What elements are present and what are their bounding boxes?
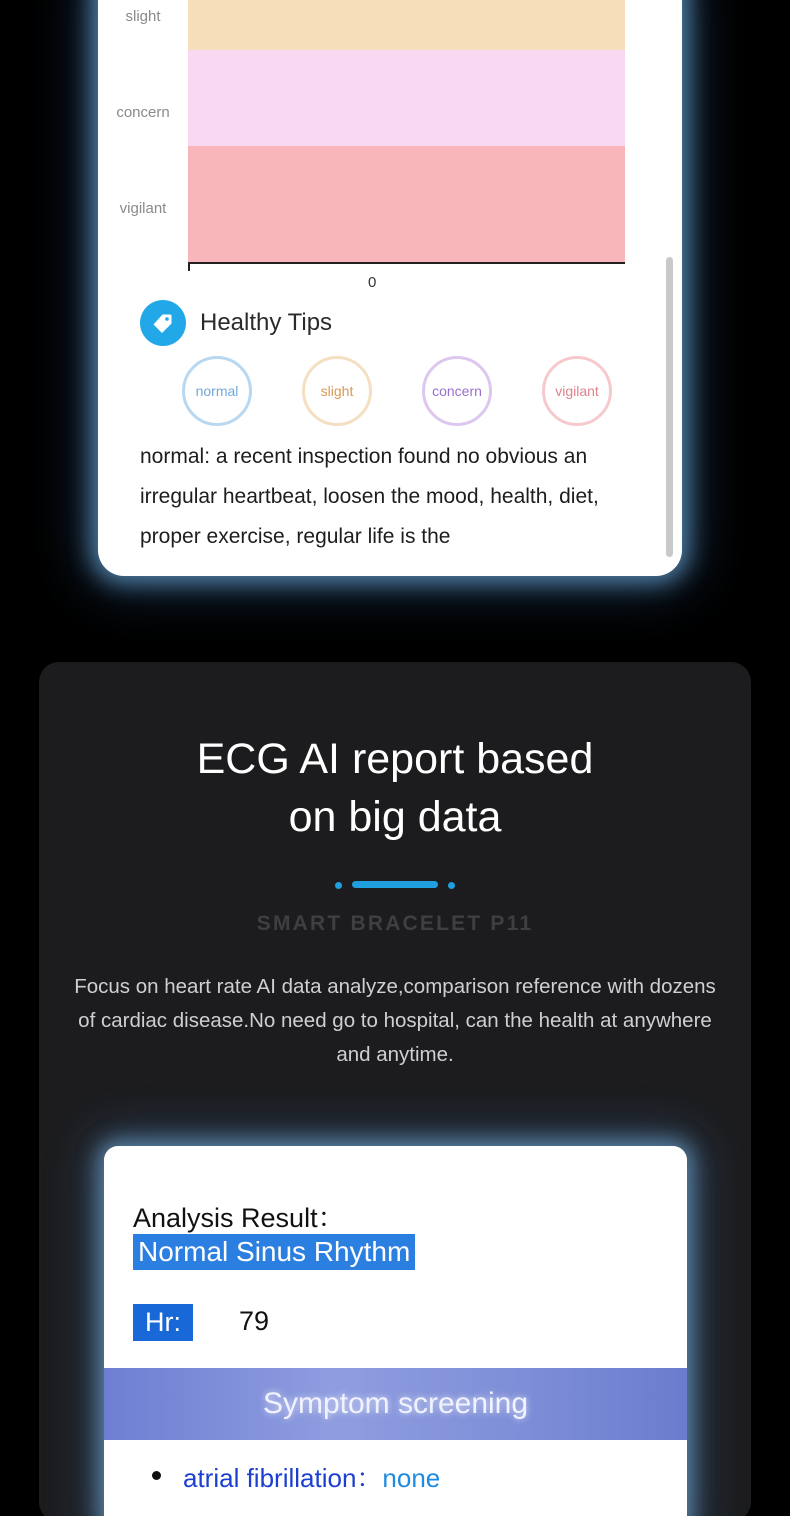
headline-line-1: ECG AI report based: [196, 735, 594, 783]
product-subhead: SMART BRACELET P11: [256, 912, 534, 935]
analysis-result-label: Analysis Result：: [133, 1203, 345, 1233]
hr-value: 79: [239, 1306, 270, 1336]
tag-icon: [140, 300, 186, 346]
healthy-tips-text: normal: a recent inspection found no obvious an irregular heartbeat, loosen the mood, health, diet, proper exercise, regular life is the: [140, 445, 599, 548]
y-label-slight: slight: [125, 8, 161, 25]
y-label-vigilant: vigilant: [119, 200, 167, 217]
divider-dot-right: [448, 882, 455, 889]
symptom-screening-header: [104, 1368, 687, 1440]
status-circle-row: [182, 356, 612, 426]
status-circle-vigilant[interactable]: vigilant: [542, 356, 612, 426]
analysis-result-card: [104, 1146, 687, 1516]
hr-label: Hr:: [133, 1304, 193, 1341]
band-slight: [188, 0, 625, 50]
y-label-concern: concern: [116, 104, 170, 121]
symptom-name: atrial fibrillation：: [183, 1463, 383, 1493]
healthy-tips-title: Healthy Tips: [200, 309, 333, 336]
divider-dot-left: [335, 882, 342, 889]
vertical-scrollbar[interactable]: [666, 257, 673, 557]
bullet-icon: [152, 1471, 161, 1480]
chart-y-axis-labels: [98, 0, 188, 264]
chart-bands: [188, 0, 625, 262]
ecg-chart-panel: [98, 0, 682, 576]
headline-line-2: on big data: [288, 793, 502, 841]
chart-x-axis-tick: [188, 262, 190, 271]
status-circle-slight[interactable]: slight: [302, 356, 372, 426]
risk-band-chart: [98, 0, 682, 291]
symptom-screening-title: Symptom screening: [262, 1387, 529, 1420]
healthy-tips-header: [140, 300, 332, 346]
band-vigilant: [188, 146, 625, 262]
decorative-divider: [335, 880, 455, 890]
status-circle-normal[interactable]: normal: [182, 356, 252, 426]
section-paragraph: Focus on heart rate AI data analyze,comparison reference with dozens of cardiac disease.No need go to hospital, can the health at anywhere and anytime.: [74, 975, 716, 1066]
symptom-value: none: [382, 1463, 441, 1493]
list-item: [152, 1458, 440, 1495]
chart-x-tick-label: 0: [368, 274, 377, 291]
section-headline: [39, 730, 751, 846]
divider-bar: [352, 881, 438, 888]
band-concern: [188, 50, 625, 146]
status-circle-concern[interactable]: concern: [422, 356, 492, 426]
analysis-result-value: Normal Sinus Rhythm: [133, 1234, 415, 1270]
chart-x-axis: [188, 262, 625, 264]
